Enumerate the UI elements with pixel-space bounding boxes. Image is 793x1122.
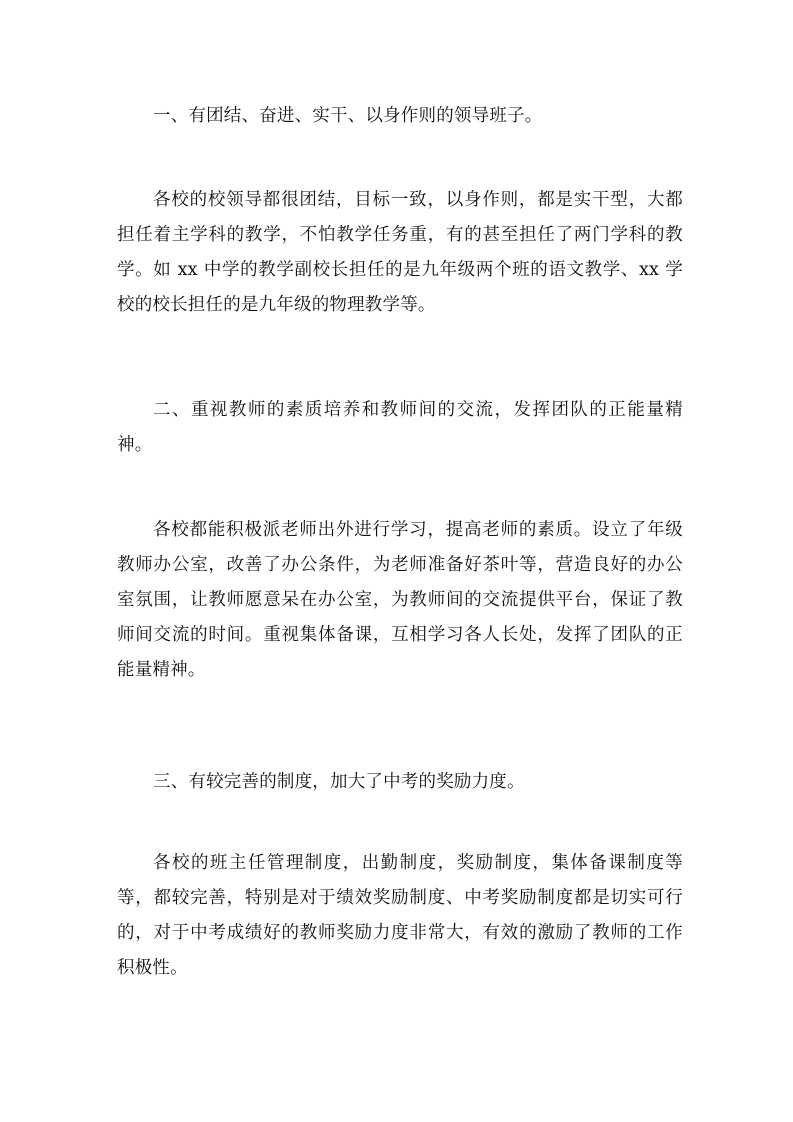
section-heading-3: 三、有较完善的制度，加大了中考的奖励力度。 [153,772,525,792]
body-paragraph-1: 各校的校领导都很团结，目标一致，以身作则，都是实干型，大都担任着主学科的教学，不怕教学任务重，有的甚至担任了两门学科的教学。如 xx 中学的教学副校长担任的是九年级两个班的语文教学、xx 学校的校长担任的是九年级的物理教学等。 [117,190,683,315]
section-heading-1: 一、有团结、奋进、实干、以身作则的领导班子。 [153,106,543,126]
body-paragraph-2: 各校都能积极派老师出外进行学习，提高老师的素质。设立了年级教师办公室，改善了办公条件，为老师准备好茶叶等，营造良好的办公室氛围，让教师愿意呆在办公室，为教师间的交流提供平台，保证了教师间交流的时间。重视集体备课，互相学习各人长处，发挥了团队的正能量精神。 [117,520,683,680]
body-paragraph-3: 各校的班主任管理制度，出勤制度，奖励制度，集体备课制度等等，都较完善，特别是对于绩效奖励制度、中考奖励制度都是切实可行的，对于中考成绩好的教师奖励力度非常大，有效的激励了教师的工作积极性。 [117,853,683,978]
section-heading-2: 二、重视教师的素质培养和教师间的交流，发挥团队的正能量精神。 [117,400,683,455]
